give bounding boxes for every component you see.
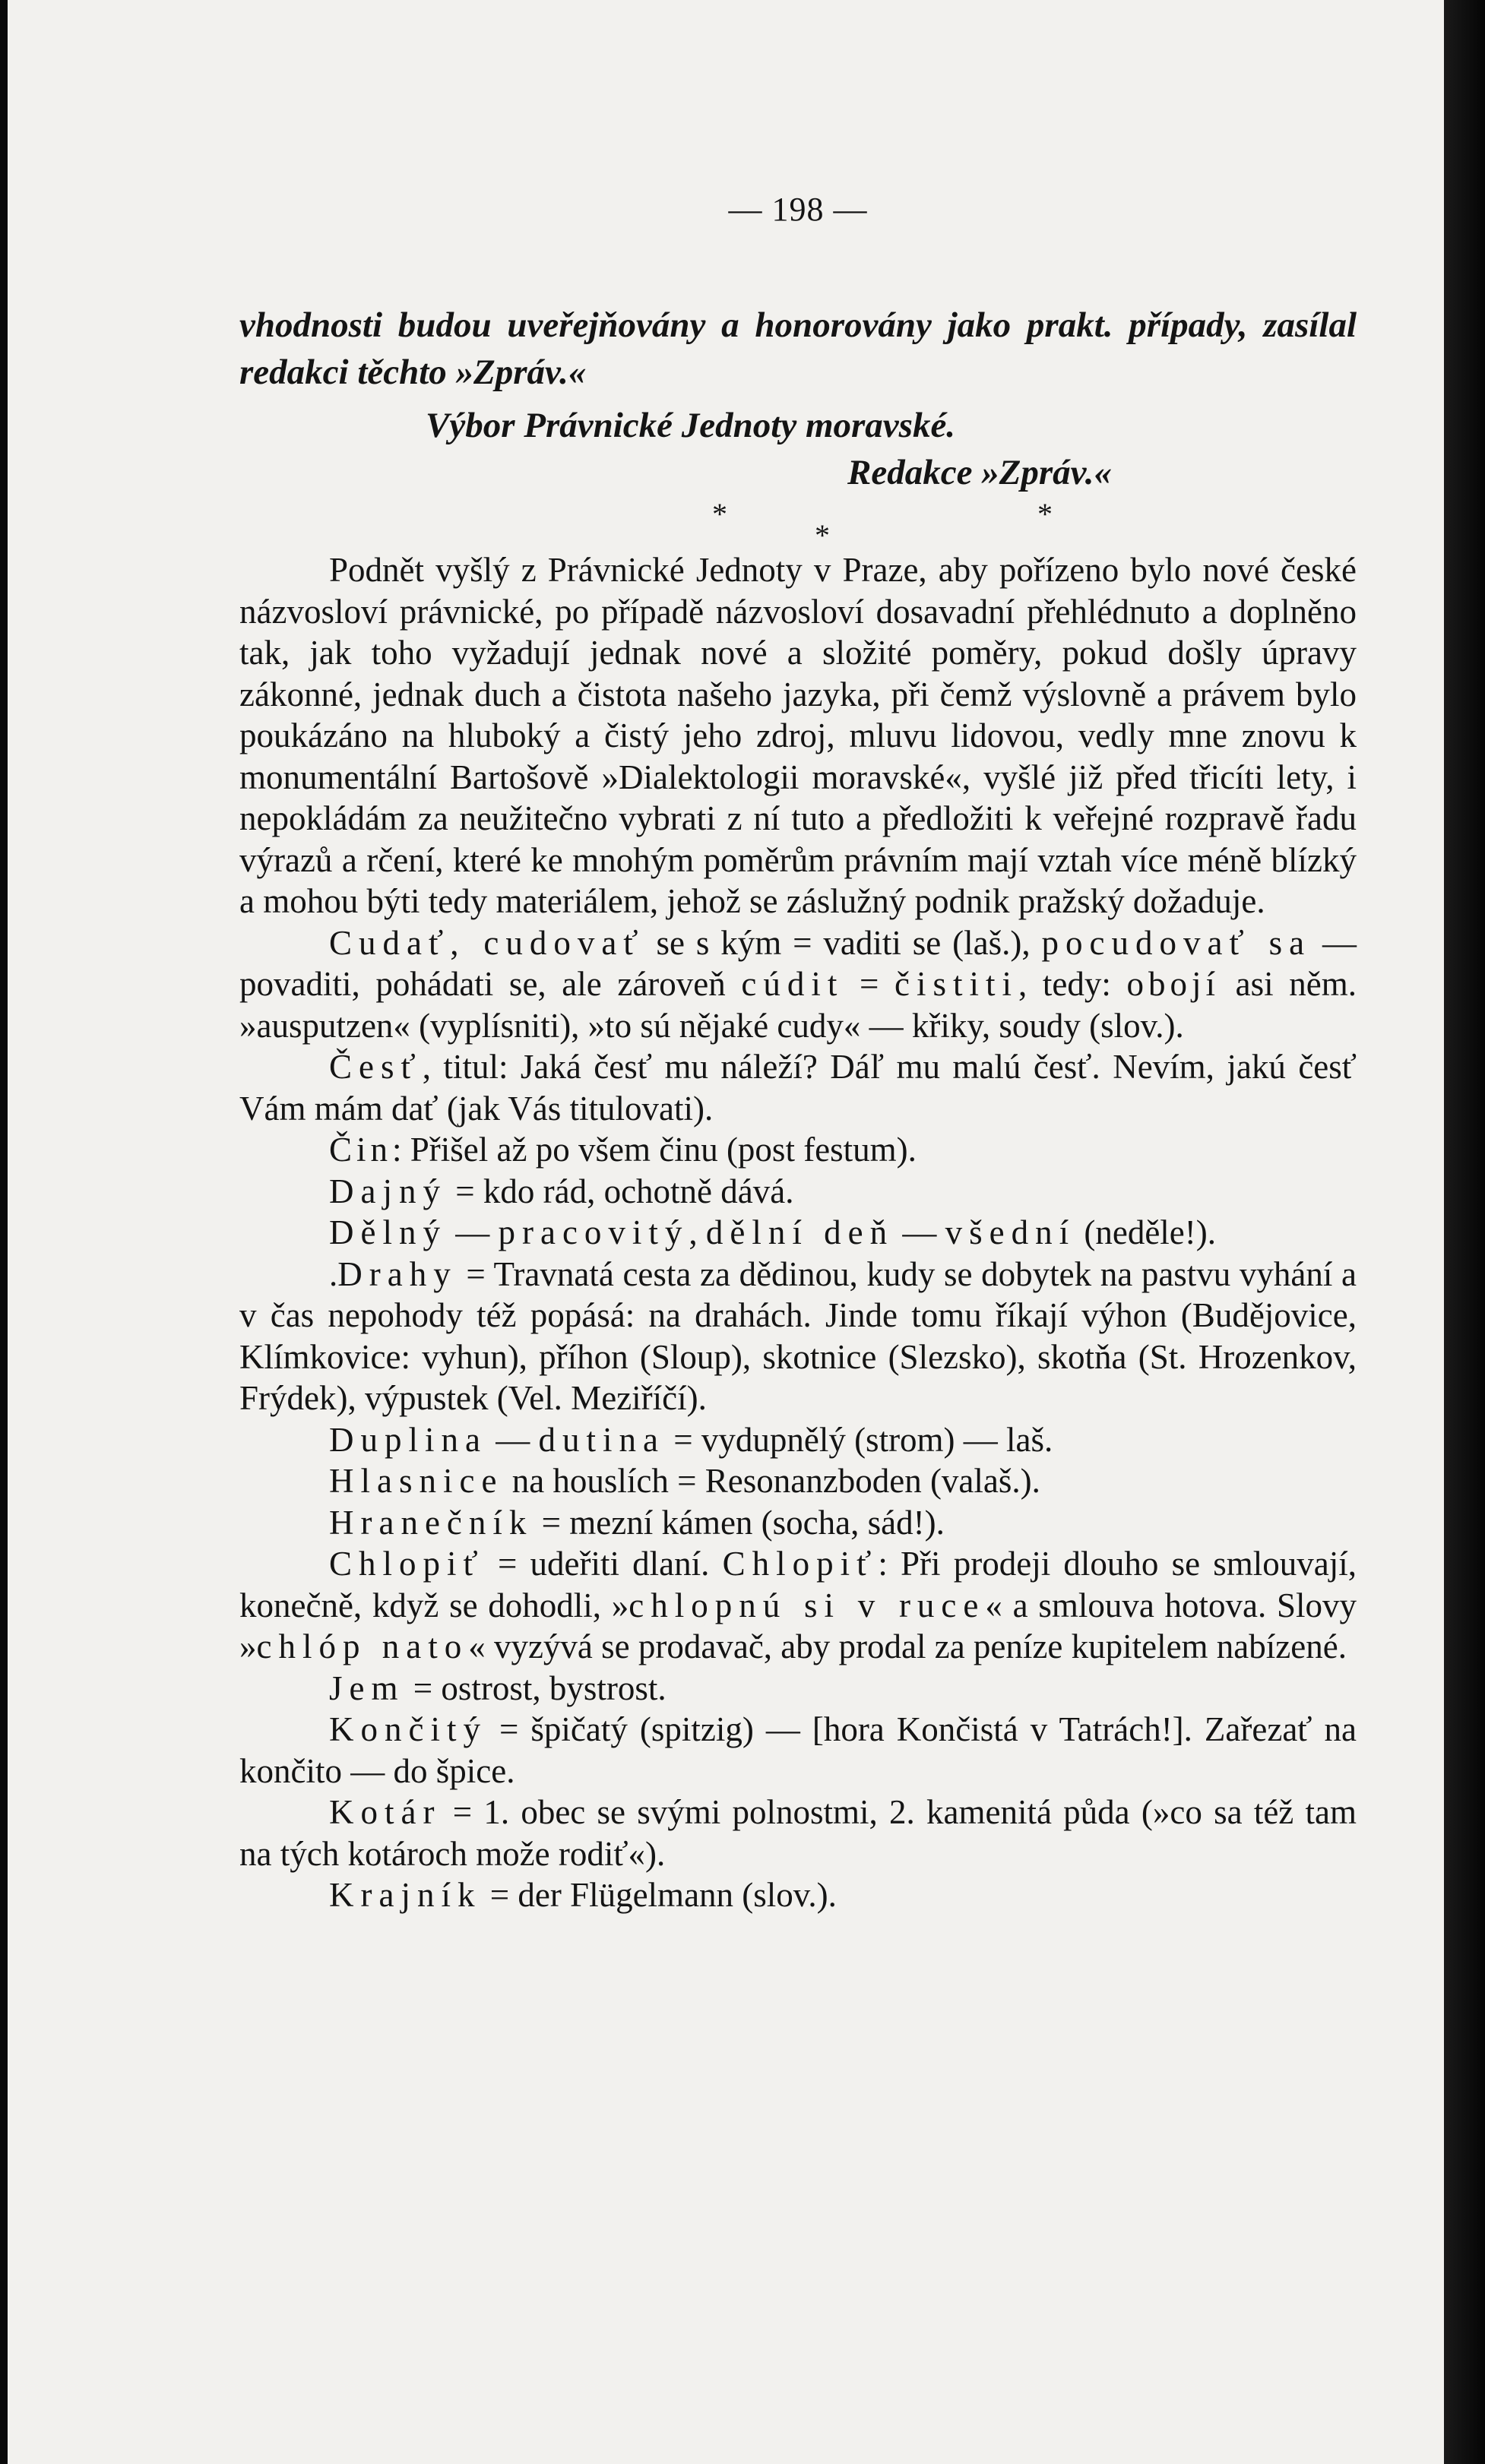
- entry-jem: Jem = ostrost, bystrost.: [329, 1668, 667, 1707]
- page-edge-shadow: [1444, 0, 1485, 2464]
- entry-duplina: Duplina — dutina = vydupnělý (strom) — laš.: [329, 1420, 1053, 1459]
- main-paragraph: Podnět vyšlý z Právnické Jednoty v Praze, aby pořízeno bylo nové české názvosloví právnické, po případě názvosloví dosavadní přehlédnuto a doplněno tak, jak toho vyžadují jednak nové a složité poměry, pokud došly úpravy zákonné, jednak duch a čistota našeho jazyka, při čemž výslovně a právem bylo poukázáno na hluboký a čistý jeho zdroj, mluvu lidovou, vedly mne znovu k monumentální Bartošově »Dialektologii moravské«, vyšlé již před třicíti lety, i nepokládám za neužitečno vybrati z ní tuto a předložiti k veřejné rozpravě řadu výrazů a rčení, které ke mnohým poměrům právním mají vztah více méně blízký a mohou býti tedy materiálem, jehož se záslužný podnik pražský dožaduje.: [239, 551, 1357, 920]
- signature-editors: Redakce »Zpráv.«: [847, 453, 1113, 492]
- entry-cest: Česť, titul: Jaká česť mu náleží? Dáľ mu malú česť. Nevím, jakú česť Vám mám dať (jak Vás titulovati).: [239, 1048, 1357, 1128]
- section-separator: [239, 496, 1357, 552]
- entry-delny: Dělný — pracovitý, dělní deň — všední (neděle!).: [329, 1213, 1217, 1251]
- asterisk: *: [1037, 497, 1053, 531]
- intro-paragraph: vhodnosti budou uveřejňovány a honorovány jako prakt. případy, zasílal redakci těchto »Zpráv.«: [239, 305, 1357, 392]
- book-page: [8, 0, 1444, 2464]
- entry-hranecnik: Hranečník = mezní kámen (socha, sád!).: [329, 1503, 945, 1542]
- entry-chlopit: Chlopiť = udeřiti dlaní. Chlopiť: Při prodeji dlouho se smlouvají, konečně, když se dohodli, »chlopnú si v ruce« a smlouva hotova. Slovy »chlóp nato« vyzývá se prodavač, aby prodal za peníze kupitelem nabízené.: [239, 1545, 1357, 1665]
- entry-cin: Čin: Přišel až po všem činu (post festum).: [329, 1131, 917, 1169]
- asterisk: *: [712, 497, 727, 531]
- entry-krajnik: Krajník = der Flügelmann (slov.).: [329, 1876, 837, 1914]
- page-number: — 198 —: [728, 191, 868, 228]
- entry-drahy: .Drahy = Travnatá cesta za dědinou, kudy se dobytek na pastvu vyhání a v čas nepohody též popásá: na drahách. Jinde tomu říkají výhon (Budějovice, Klímkovice: vyhun), příhon (Sloup), skotnice (Slezsko), skotňa (St. Hrozenkov, Frýdek), výpustek (Vel. Meziříčí).: [239, 1254, 1357, 1417]
- asterisk: *: [815, 518, 830, 552]
- entry-dajny: Dajný = kdo rád, ochotně dává.: [329, 1172, 794, 1210]
- signature-committee: Výbor Právnické Jednoty moravské.: [426, 406, 956, 445]
- entry-hlasnice: Hlasnice na houslích = Resonanzboden (valaš.).: [329, 1462, 1040, 1500]
- entry-koncity: Končitý = špičatý (spitzig) — [hora Končistá v Tatrách!]. Zařezať na končito — do špice.: [239, 1710, 1357, 1790]
- entry-kotar: Kotár = 1. obec se svými polnostmi, 2. kamenitá půda (»co sa též tam na tých kotároch može rodiť«).: [239, 1793, 1357, 1873]
- entry-cudat: Cudať, cudovať se s kým = vaditi se (laš.), pocudovať sa — povaditi, pohádati se, ale zároveň cúdit = čistiti, tedy: obojí asi něm. »ausputzen« (vyplísniti), »to sú nějaké cudy« — křiky, soudy (slov.).: [239, 923, 1357, 1045]
